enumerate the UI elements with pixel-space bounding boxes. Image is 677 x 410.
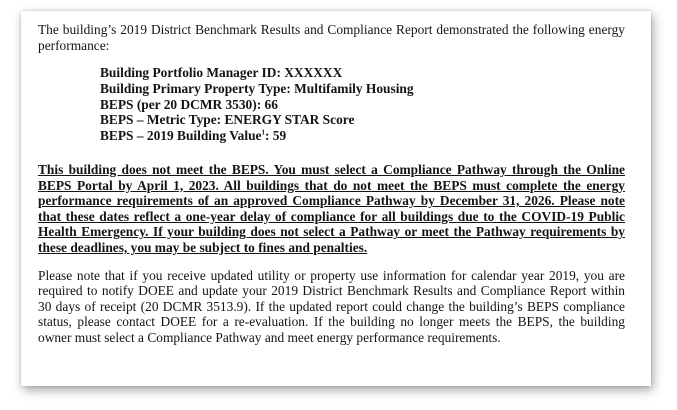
primary-property-type: Building Primary Property Type: Multifamily Housing (100, 80, 414, 96)
building-details (100, 65, 625, 144)
beps-building-value (100, 128, 625, 144)
intro-paragraph: The building’s 2019 District Benchmark Results and Compliance Report demonstrated the following energy performance: (38, 22, 625, 53)
document-page (21, 11, 651, 386)
footnote-marker: 1 (261, 128, 265, 137)
building-value: : 59 (265, 128, 287, 144)
building-value-label: BEPS – 2019 Building Value (100, 128, 262, 144)
update-note-paragraph: Please note that if you receive updated utility or property use information for calendar year 2019, you are required to notify DOEE and update your 2019 District Benchmark Results and Compliance Report within 30 days of receipt (20 DCMR 3513.9). If the updated report could change the building’s BEPS compliance status, please contact DOEE for a re-evaluation. If the building no longer meets the BEPS, the building owner must select a Compliance Pathway and meet energy performance requirements. (38, 267, 625, 345)
compliance-warning: This building does not meet the BEPS. You must select a Compliance Pathway through the Online BEPS Portal by April 1, 2023. All buildings that do not meet the BEPS must complete the energy performance requirements of an approved Compliance Pathway by December 31, 2026. Please note that these dates reflect a one-year delay of compliance for all buildings due to the COVID-19 Public Health Emergency. If your building does not select a Pathway or meet the Pathway requirements by these deadlines, you may be subject to fines and penalties. (38, 161, 625, 255)
beps-metric-type: BEPS – Metric Type: ENERGY STAR Score (100, 112, 355, 128)
beps-standard: BEPS (per 20 DCMR 3530): 66 (100, 96, 278, 112)
portfolio-manager-id: Building Portfolio Manager ID: XXXXXX (100, 65, 343, 80)
